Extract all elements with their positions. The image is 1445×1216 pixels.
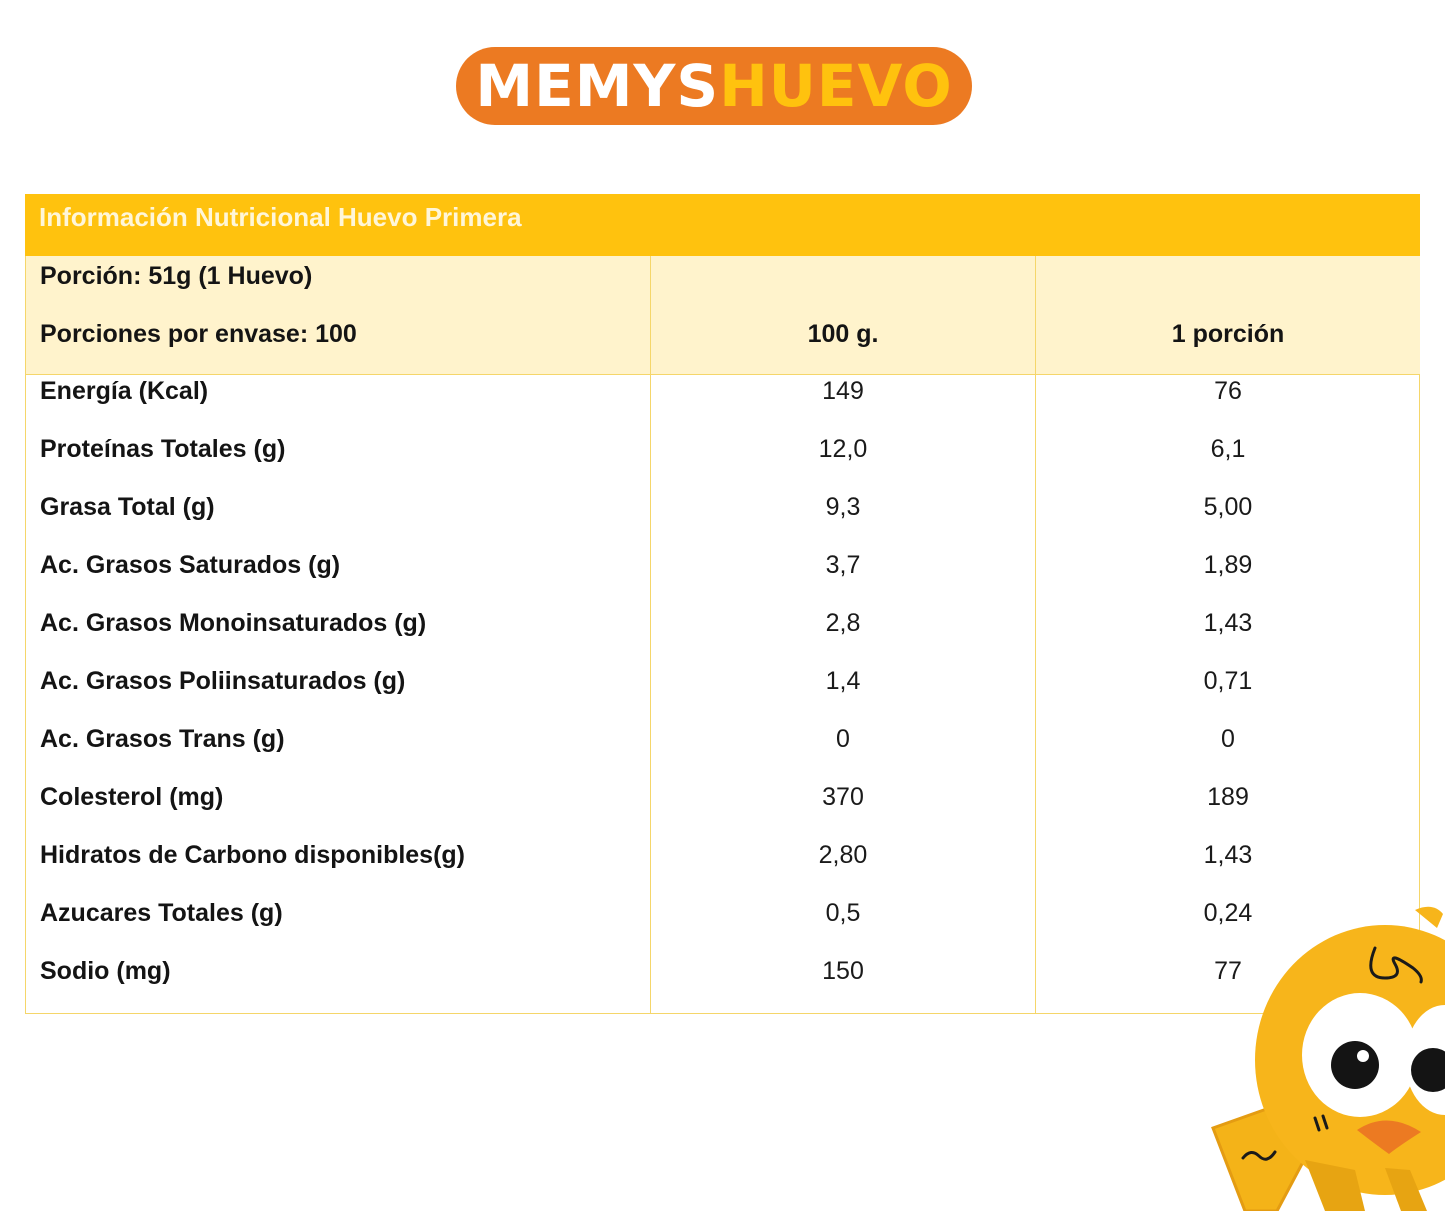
portion-size: Porción: 51g (1 Huevo)	[40, 262, 313, 290]
table-row	[26, 491, 1420, 549]
nutrient-label: Colesterol (mg)	[40, 783, 224, 811]
column-header-portion: 1 porción	[1171, 320, 1285, 348]
value-per-portion: 5,00	[1203, 493, 1253, 521]
value-per-100g: 150	[822, 957, 864, 985]
logo-word-memys: MEMYS	[475, 52, 720, 120]
value-per-100g: 3,7	[825, 551, 861, 579]
nutrition-table	[25, 194, 1420, 1014]
value-per-portion: 1,89	[1203, 551, 1253, 579]
value-per-portion: 1,43	[1203, 609, 1253, 637]
nutrient-label: Azucares Totales (g)	[40, 899, 283, 927]
table-row	[26, 723, 1420, 781]
value-per-portion: 6,1	[1210, 435, 1246, 463]
value-per-portion: 76	[1214, 377, 1242, 405]
table-row	[26, 839, 1420, 897]
table-title: Información Nutricional Huevo Primera	[39, 202, 522, 232]
value-per-portion: 0,24	[1203, 899, 1253, 927]
table-row	[26, 607, 1420, 665]
table-title-bar	[25, 194, 1420, 256]
value-per-100g: 2,80	[818, 841, 868, 869]
brand-logo	[456, 47, 972, 125]
nutrient-label: Sodio (mg)	[40, 957, 171, 985]
nutrient-label: Hidratos de Carbono disponibles(g)	[40, 841, 466, 869]
chick-mascot-icon	[1205, 900, 1445, 1211]
nutrient-label: Ac. Grasos Monoinsaturados (g)	[40, 609, 427, 637]
value-per-100g: 370	[822, 783, 864, 811]
nutrient-label: Proteínas Totales (g)	[40, 435, 286, 463]
nutrient-label: Energía (Kcal)	[40, 377, 209, 405]
value-per-portion: 77	[1214, 957, 1242, 985]
table-row	[26, 665, 1420, 723]
value-per-portion: 0	[1221, 725, 1235, 753]
servings-per-container: Porciones por envase: 100	[40, 320, 357, 348]
value-per-100g: 12,0	[818, 435, 868, 463]
value-per-100g: 1,4	[825, 667, 861, 695]
value-per-portion: 1,43	[1203, 841, 1253, 869]
table-row	[26, 433, 1420, 491]
nutrient-label: Ac. Grasos Saturados (g)	[40, 551, 341, 579]
value-per-100g: 0,5	[825, 899, 861, 927]
logo-word-huevo: HUEVO	[719, 52, 953, 120]
table-row	[26, 549, 1420, 607]
value-per-portion: 0,71	[1203, 667, 1253, 695]
nutrient-label: Ac. Grasos Poliinsaturados (g)	[40, 667, 406, 695]
nutrient-label: Grasa Total (g)	[40, 493, 215, 521]
value-per-portion: 189	[1207, 783, 1249, 811]
table-row	[26, 375, 1420, 433]
value-per-100g: 0	[836, 725, 850, 753]
value-per-100g: 2,8	[825, 609, 861, 637]
table-row	[26, 781, 1420, 839]
value-per-100g: 149	[822, 377, 864, 405]
column-header-100g: 100 g.	[807, 320, 879, 348]
value-per-100g: 9,3	[825, 493, 861, 521]
nutrient-label: Ac. Grasos Trans (g)	[40, 725, 285, 753]
